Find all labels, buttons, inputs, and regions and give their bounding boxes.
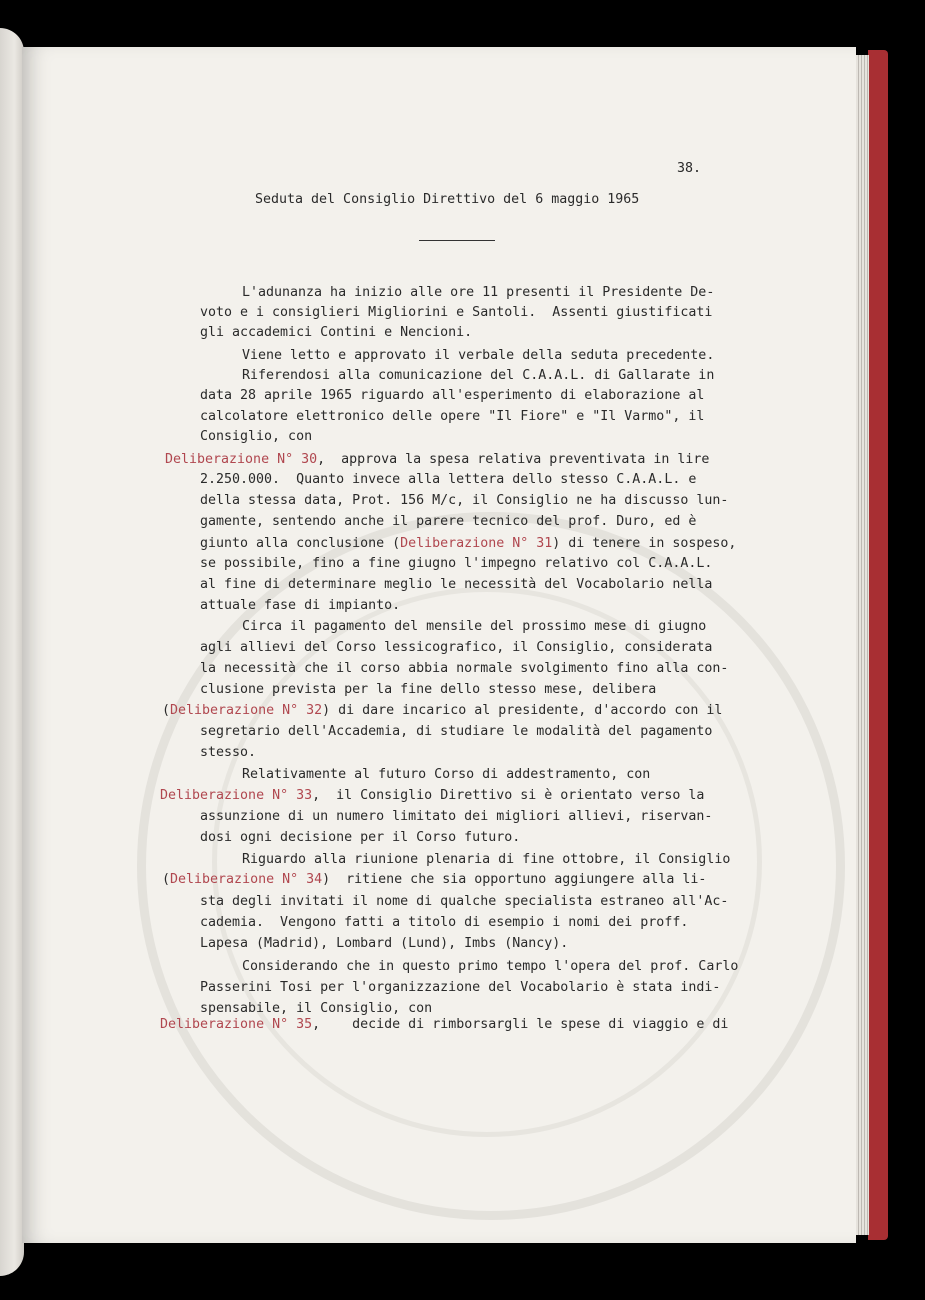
text-line: dosi ogni decisione per il Corso futuro.	[200, 830, 521, 845]
deliberation-30-line	[165, 450, 709, 470]
text-line: Viene letto e approvato il verbale della seduta precedente.	[242, 348, 715, 363]
deliberation-35-line	[160, 1015, 728, 1035]
text-line: cademia. Vengono fatti a titolo di esempio i nomi dei proff.	[200, 915, 689, 930]
deliberation-32-paren: (	[162, 703, 171, 718]
deliberation-34-label: Deliberazione N° 34	[170, 872, 323, 887]
deliberation-34-paren: (	[162, 872, 171, 887]
text-line: L'adunanza ha inizio alle ore 11 presenti il Presidente De-	[242, 285, 715, 300]
text-line: al fine di determinare meglio le necessità del Vocabolario nella	[200, 577, 713, 592]
text-line: segretario dell'Accademia, di studiare le modalità del pagamento	[200, 724, 713, 739]
deliberation-30-label: Deliberazione N° 30	[165, 452, 318, 467]
deliberation-32-line	[162, 701, 722, 721]
text-line: assunzione di un numero limitato dei migliori allievi, riservan-	[200, 809, 713, 824]
text-line: Circa il pagamento del mensile del prossimo mese di giugno	[242, 619, 707, 634]
text-line: spensabile, il Consiglio, con	[200, 1001, 433, 1016]
text-line: Lapesa (Madrid), Lombard (Lund), Imbs (Nancy).	[200, 936, 569, 951]
page-title: Seduta del Consiglio Direttivo del 6 maggio 1965	[255, 192, 640, 207]
text-line: Considerando che in questo primo tempo l'opera del prof. Carlo	[242, 959, 739, 974]
deliberation-35-text: , decide di rimborsargli le spese di viaggio e di	[312, 1017, 729, 1032]
left-page-edge	[0, 28, 24, 1276]
deliberation-33-line	[160, 786, 704, 806]
deliberation-30-text: , approva la spesa relativa preventivata in lire	[317, 452, 710, 467]
title-underline	[419, 240, 495, 241]
text-line: attuale fase di impianto.	[200, 598, 401, 613]
text-line: se possibile, fino a fine giugno l'impegno relativo col C.A.A.L.	[200, 556, 713, 571]
text-line: clusione prevista per la fine dello stesso mese, delibera	[200, 682, 657, 697]
deliberation-33-text: , il Consiglio Direttivo si è orientato verso la	[312, 788, 705, 803]
text-line: Riguardo alla riunione plenaria di fine ottobre, il Consiglio	[242, 852, 731, 867]
text-line: gamente, sentendo anche il parere tecnico del prof. Duro, ed è	[200, 514, 697, 529]
text-line: sta degli invitati il nome di qualche specialista estraneo all'Ac-	[200, 894, 729, 909]
deliberation-34-line	[162, 870, 706, 890]
deliberation-34-text: ) ritiene che sia opportuno aggiungere alla li-	[322, 872, 707, 887]
deliberation-31-after: ) di tenere in sospeso,	[552, 536, 737, 551]
text-line: calcolatore elettronico delle opere "Il Fiore" e "Il Varmo", il	[200, 409, 705, 424]
text-line: Passerini Tosi per l'organizzazione del Vocabolario è stata indi-	[200, 980, 721, 995]
text-line: della stessa data, Prot. 156 M/c, il Consiglio ne ha discusso lun-	[200, 493, 729, 508]
text-line: voto e i consiglieri Migliorini e Santoli. Assenti giustificati	[200, 305, 713, 320]
deliberation-31-label: Deliberazione N° 31	[400, 536, 553, 551]
text-line: la necessità che il corso abbia normale svolgimento fino alla con-	[200, 661, 729, 676]
text-line: data 28 aprile 1965 riguardo all'esperimento di elaborazione al	[200, 388, 705, 403]
text-line: gli accademici Contini e Nencioni.	[200, 325, 473, 340]
deliberation-32-text: ) di dare incarico al presidente, d'accordo con il	[322, 703, 723, 718]
text-line: Relativamente al futuro Corso di addestramento, con	[242, 767, 651, 782]
deliberation-35-label: Deliberazione N° 35	[160, 1017, 313, 1032]
deliberation-31-before: giunto alla conclusione (	[200, 536, 401, 551]
deliberation-33-label: Deliberazione N° 33	[160, 788, 313, 803]
text-line: agli allievi del Corso lessicografico, il Consiglio, considerata	[200, 640, 713, 655]
red-book-binding	[868, 50, 888, 1240]
deliberation-32-label: Deliberazione N° 32	[170, 703, 323, 718]
text-line: Riferendosi alla comunicazione del C.A.A.L. di Gallarate in	[242, 368, 715, 383]
deliberation-31-line	[200, 534, 736, 554]
text-line: Consiglio, con	[200, 429, 313, 444]
document-page	[22, 47, 856, 1243]
page-number: 38.	[677, 161, 702, 176]
text-line: 2.250.000. Quanto invece alla lettera dello stesso C.A.A.L. e	[200, 472, 697, 487]
text-line: stesso.	[200, 745, 257, 760]
